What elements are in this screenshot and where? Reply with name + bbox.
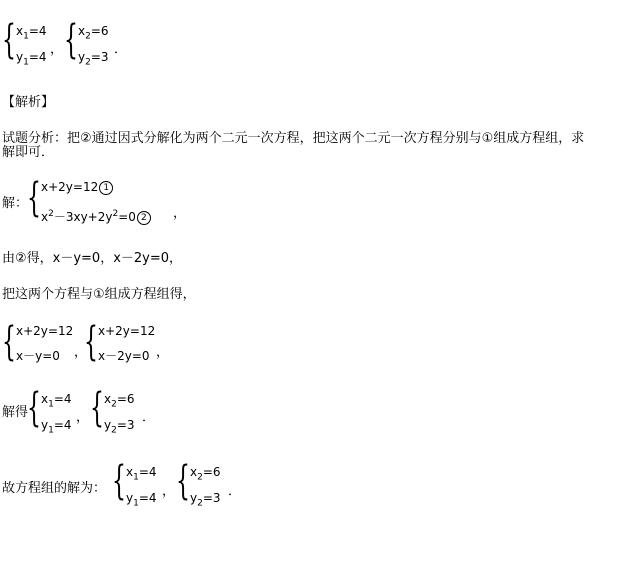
period: ．	[228, 484, 242, 499]
period: ．	[114, 42, 128, 57]
brace: {	[84, 319, 98, 365]
solved-label: 解得	[2, 405, 29, 420]
brace: {	[176, 458, 190, 504]
combine-line: 把这两个方程与①组成方程组得，	[2, 287, 196, 302]
brace: {	[90, 385, 104, 431]
circled-one-mark: 1	[99, 181, 113, 195]
period: ．	[142, 410, 156, 425]
brace: {	[112, 458, 126, 504]
analysis-line-1: 试题分析：把②通过因式分解化为两个二元一次方程，把这两个二元一次方程分别与①组成方程组，求	[2, 131, 585, 146]
from-eq2-line: 由②得，x－y=0，x－2y=0，	[2, 251, 183, 266]
comma: ，	[50, 42, 64, 57]
brace: {	[2, 319, 16, 365]
brace: {	[27, 385, 41, 431]
brace: {	[2, 17, 16, 63]
analysis-line-2: 解即可．	[2, 145, 55, 160]
section-heading: 【解析】	[2, 95, 55, 110]
comma: ，	[162, 484, 176, 499]
final-label: 故方程组的解为：	[2, 481, 107, 496]
circled-two-mark: 2	[137, 211, 151, 225]
comma: ，	[156, 345, 170, 360]
comma: ，	[76, 410, 90, 425]
comma: ，	[74, 345, 88, 360]
comma: ，	[173, 206, 187, 221]
brace: {	[27, 175, 41, 221]
solve-label: 解：	[2, 196, 29, 211]
brace: {	[64, 17, 78, 63]
